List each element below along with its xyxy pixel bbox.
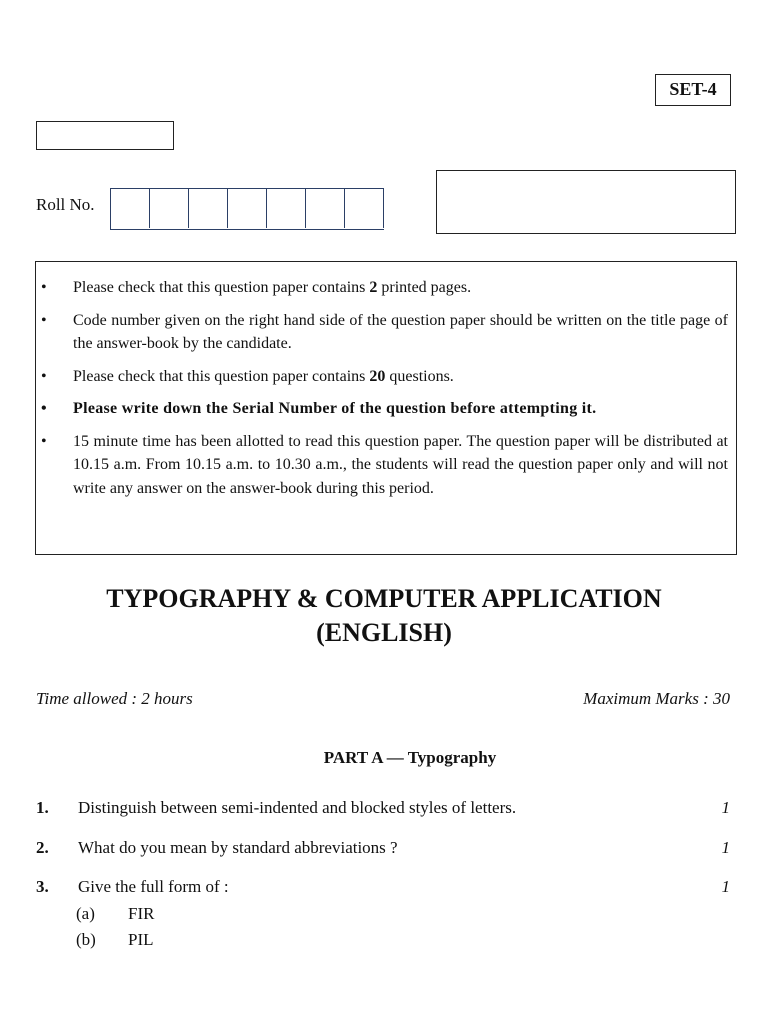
set-label: SET-4 [655,74,731,106]
question-number: 2. [36,838,49,857]
instructions-list [73,276,728,500]
instruction-item [73,309,728,356]
roll-number-cell[interactable] [228,189,267,228]
question-marks: 1 [721,877,730,896]
question-marks: 1 [721,798,730,817]
instruction-item [73,276,728,300]
roll-number-grid[interactable] [110,188,384,230]
question-number: 3. [36,877,49,896]
roll-number-cell[interactable] [111,189,150,228]
instruction-text: 15 minute time has been allotted to read this question paper. The question paper will be distributed at 10.15 a.m. From 10.15 a.m. to 10.30 a.m., the students will read the question paper only and will not write any answer on the answer-book during this period. [73,432,728,497]
roll-number-cell[interactable] [345,189,384,228]
instruction-text: Please check that this question paper contains [73,279,370,296]
roll-number-cell[interactable] [267,189,306,228]
part-heading: PART A — Typography [323,748,497,767]
roll-number-label: Roll No. [36,195,95,214]
question-text: Distinguish between semi-indented and blocked styles of letters. [78,798,517,817]
sub-question-label: (a) [76,904,95,923]
sub-question-text: FIR [128,904,155,923]
instruction-text: Code number given on the right hand side of the question paper should be written on the title page of the answer-book by the candidate. [73,311,728,352]
instruction-text: questions. [385,367,454,385]
roll-number-cell[interactable] [306,189,345,228]
code-number-box [36,121,174,150]
instruction-item [73,430,728,501]
question-number: 1. [36,798,49,817]
instruction-text: 20 [369,367,386,385]
question-marks: 1 [721,838,730,857]
sub-question-label: (b) [76,930,96,949]
instruction-text: printed pages. [377,279,472,296]
question-text: Give the full form of : [78,877,229,896]
instruction-text: 2 [369,279,378,296]
question-text: What do you mean by standard abbreviations ? [78,838,398,857]
instruction-text: Please write down the Serial Number of the question before attempting it. [73,400,597,417]
code-stamp-box [436,170,736,234]
sub-question-text: PIL [128,930,154,949]
time-allowed: Time allowed : 2 hours [36,689,193,708]
roll-number-cell[interactable] [189,189,228,228]
roll-number-cell[interactable] [150,189,189,228]
instructions-box [35,261,737,555]
instruction-text: Please check that this question paper contains [73,367,370,385]
instruction-item [73,397,728,421]
paper-subtitle: (ENGLISH) [316,618,452,647]
instruction-item [73,365,728,389]
maximum-marks: Maximum Marks : 30 [583,689,730,708]
paper-title: TYPOGRAPHY & COMPUTER APPLICATION [106,584,662,613]
